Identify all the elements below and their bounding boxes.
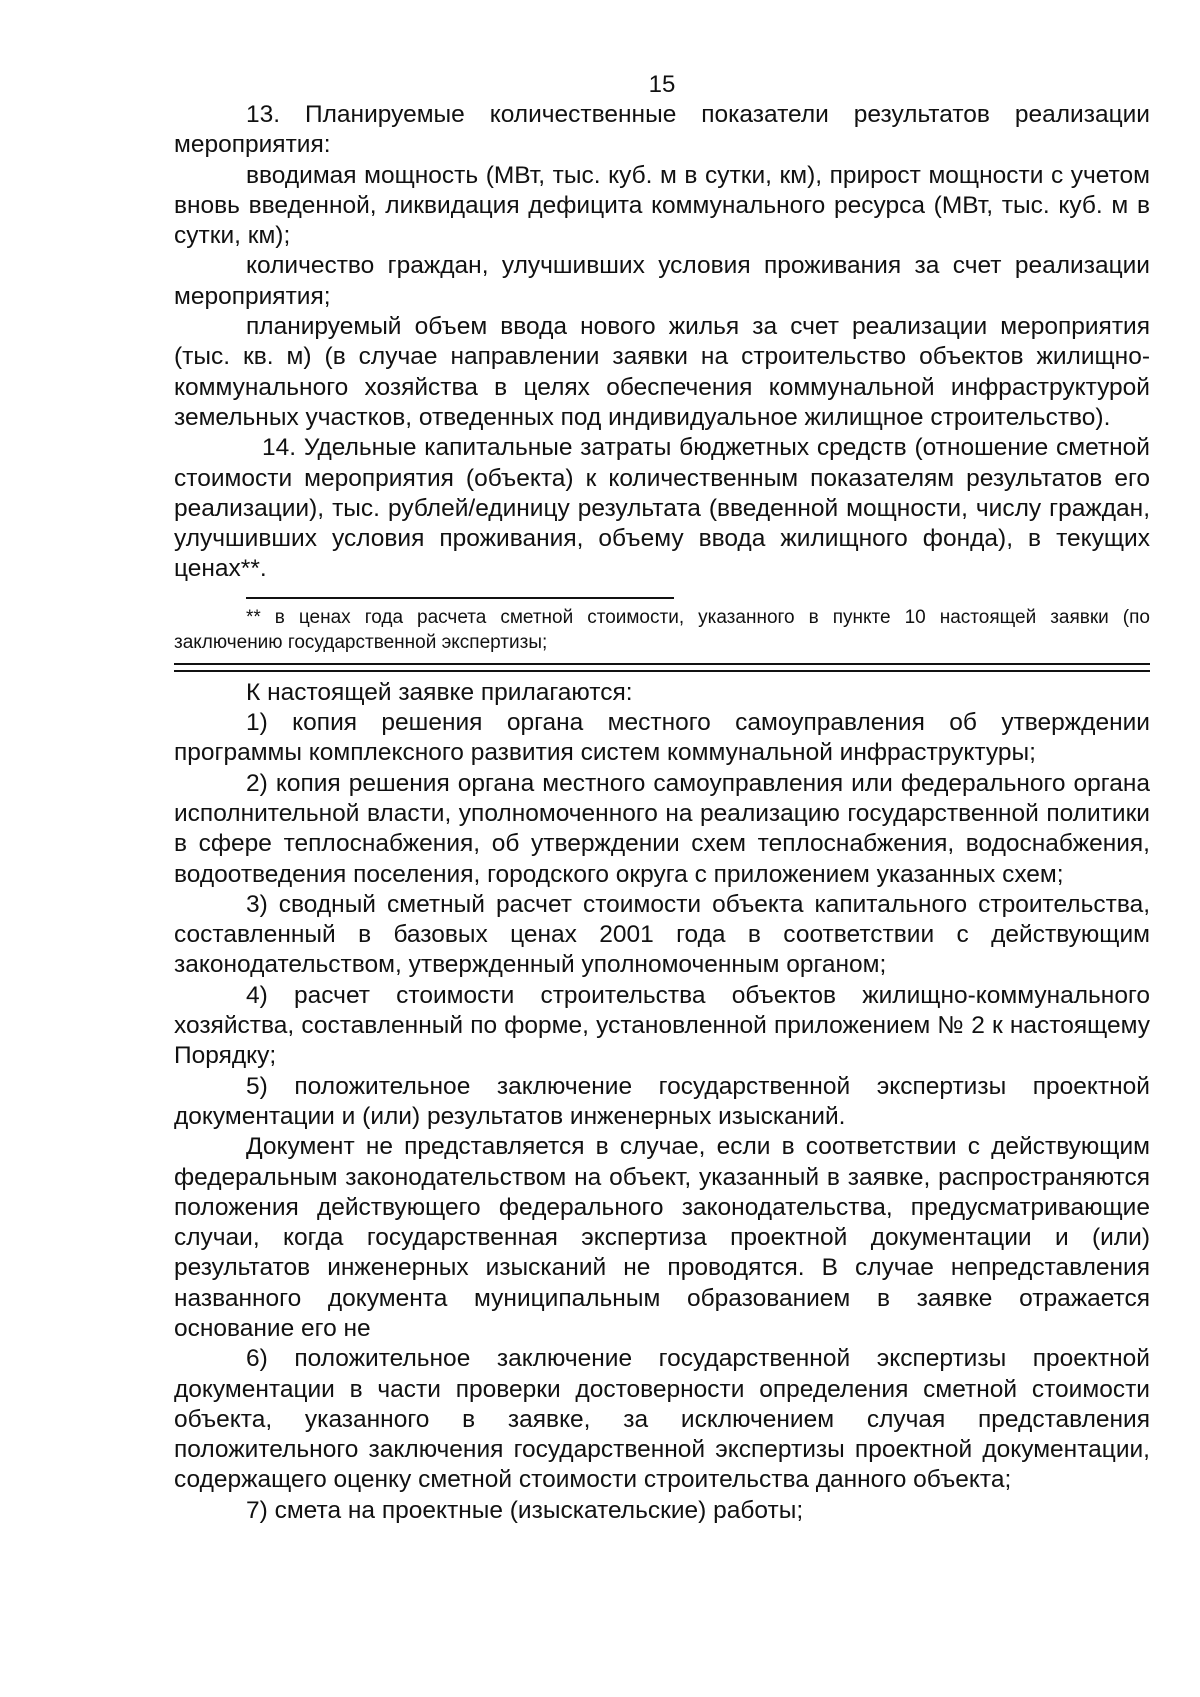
paragraph-housing: планируемый объем ввода нового жилья за счет реализации мероприятия (тыс. кв. м) (в случае направлении заявки на строительство объектов жилищно-коммунального хозяйства в целях обеспечения коммунальной инфраструктурой земельных участков, отведенных под индивидуальное жилищное строительство). bbox=[174, 313, 1150, 431]
section-divider bbox=[174, 663, 1150, 672]
attachments-heading: К настоящей заявке прилагаются: bbox=[246, 678, 633, 706]
footnote: ** в ценах года расчета сметной стоимости, указанного в пункте 10 настоящей заявки (по заключению государственной экспертизы; bbox=[174, 606, 1150, 653]
attachment-item-1: 1) копия решения органа местного самоуправления об утверждении программы комплексного развития систем коммунальной инфраструктуры; bbox=[174, 709, 1150, 767]
paragraph-capacity: вводимая мощность (МВт, тыс. куб. м в сутки, км), прирост мощности с учетом вновь введенной, ликвидация дефицита коммунального ресурса (МВт, тыс. куб. м в сутки, км); bbox=[174, 161, 1150, 250]
attachment-item-4: 4) расчет стоимости строительства объектов жилищно-коммунального хозяйства, составленный по форме, установленной приложением № 2 к настоящему Порядку; bbox=[174, 981, 1150, 1070]
attachment-item-3: 3) сводный сметный расчет стоимости объекта капитального строительства, составленный в базовых ценах 2001 года в соответствии с действующим законодательством, утвержденный уполномоченным органом; bbox=[174, 890, 1150, 979]
attachment-item-7: 7) смета на проектные (изыскательские) работы; bbox=[246, 1496, 804, 1524]
attachment-item-5: 5) положительное заключение государственной экспертизы проектной документации и (или) результатов инженерных изысканий. bbox=[174, 1072, 1150, 1130]
attachment-item-2: 2) копия решения органа местного самоуправления или федерального органа исполнительной власти, уполномоченного на реализацию государственной политики в сфере теплоснабжения, об утверждении схем теплоснабжения, водоснабжения, водоотведения поселения, городского округа с приложением указанных схем; bbox=[174, 769, 1150, 888]
attachment-note: Документ не представляется в случае, если в соответствии с действующим федеральным законодательством на объект, указанный в заявке, распространяются положения действующего федерального законодательства, предусматривающие случаи, когда государственная экспертиза проектной документации и (или) результатов инженерных изысканий не проводятся. В случае непредставления названного документа муниципальным образованием в заявке отражается основание его не bbox=[174, 1133, 1150, 1342]
attachment-item-6: 6) положительное заключение государственной экспертизы проектной документации в части проверки достоверности определения сметной стоимости объекта, указанного в заявке, за исключением случая представления положительного заключения государственной экспертизы проектной документации, содержащего оценку сметной стоимости строительства данного объекта; bbox=[174, 1345, 1150, 1494]
paragraph-item-14: 14. Удельные капитальные затраты бюджетных средств (отношение сметной стоимости мероприятия (объекта) к количественным показателям результатов его реализации), тыс. рублей/единицу результата (введенной мощности, числу граждан, улучшивших условия проживания, объему ввода жилищного фонда), в текущих ценах**. bbox=[174, 434, 1150, 583]
document-page bbox=[174, 70, 1150, 1526]
paragraph-item-13: 13. Планируемые количественные показатели результатов реализации мероприятия: bbox=[174, 101, 1150, 159]
paragraph-citizens: количество граждан, улучшивших условия проживания за счет реализации мероприятия; bbox=[174, 252, 1150, 310]
page-number: 15 bbox=[648, 71, 676, 98]
footnote-separator bbox=[246, 597, 674, 599]
